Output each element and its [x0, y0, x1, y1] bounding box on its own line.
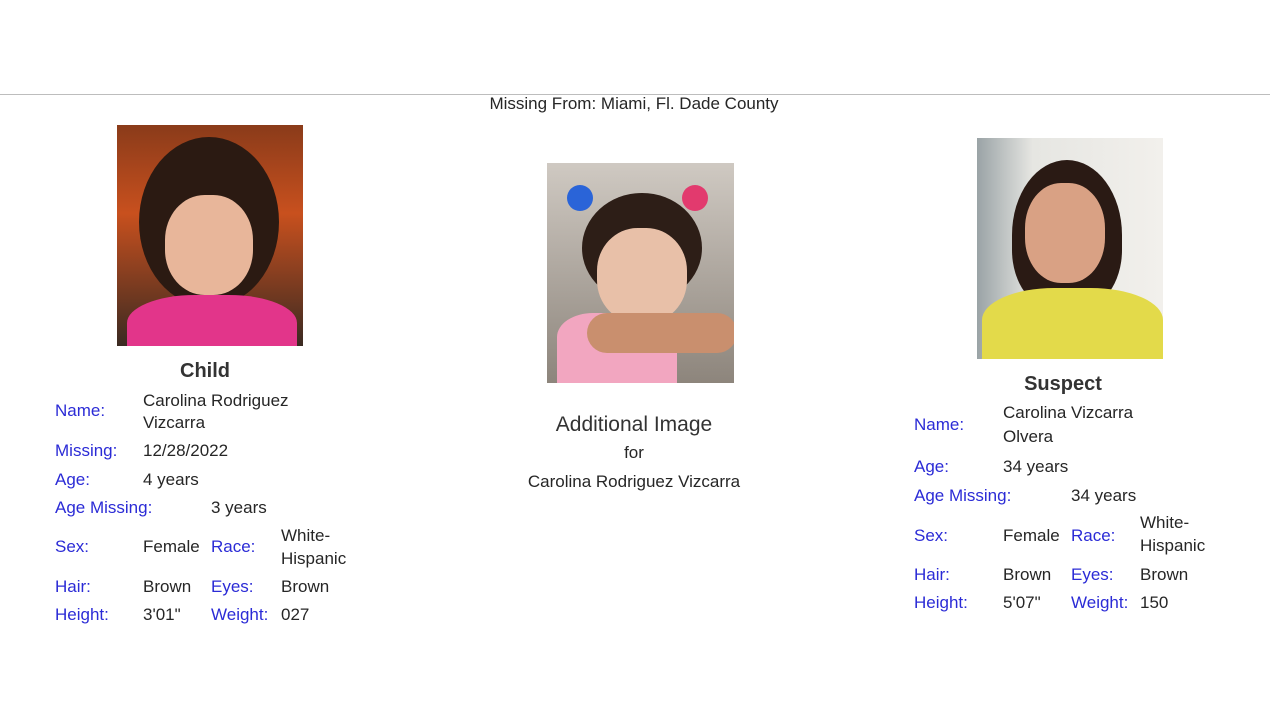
hair-value: Brown — [1003, 565, 1052, 584]
race-value-line2: Hispanic — [281, 549, 347, 568]
weight-label: Weight: — [211, 605, 269, 624]
age-label: Age: — [55, 470, 90, 489]
hair-value: Brown — [143, 577, 192, 596]
race-label: Race: — [211, 537, 256, 556]
sex-label: Sex: — [914, 526, 949, 545]
name-label: Name: — [55, 401, 106, 420]
age-value: 4 years — [143, 470, 199, 489]
race-label: Race: — [1071, 526, 1116, 545]
name-value: Carolina Rodriguez — [143, 391, 289, 410]
height-value: 5'07" — [1003, 593, 1041, 612]
age-missing-value: 34 years — [1071, 486, 1137, 505]
race-value: White- — [1140, 513, 1190, 532]
name-value: Carolina Vizcarra — [1003, 403, 1134, 422]
additional-image-heading: Additional Image — [555, 413, 713, 436]
weight-label: Weight: — [1071, 593, 1129, 612]
eyes-label: Eyes: — [1071, 565, 1114, 584]
race-value: White- — [281, 526, 331, 545]
eyes-value: Brown — [1140, 565, 1189, 584]
weight-value: 027 — [281, 605, 310, 624]
height-label: Height: — [55, 605, 109, 624]
eyes-label: Eyes: — [211, 577, 254, 596]
additional-for-text: for — [624, 443, 644, 462]
missing-value: 12/28/2022 — [143, 441, 229, 460]
weight-value: 150 — [1140, 593, 1169, 612]
race-value-line2: Hispanic — [1140, 536, 1206, 555]
suspect-heading: Suspect — [1024, 373, 1102, 395]
sex-value: Female — [143, 537, 200, 556]
missing-from-text: Missing From: Miami, Fl. Dade County — [489, 94, 779, 113]
suspect-photo — [977, 138, 1163, 359]
sex-value: Female — [1003, 526, 1060, 545]
hair-label: Hair: — [55, 577, 91, 596]
age-missing-label: Age Missing: — [55, 498, 153, 517]
missing-label: Missing: — [55, 441, 118, 460]
additional-photo — [547, 163, 734, 383]
sex-label: Sex: — [55, 537, 90, 556]
eyes-value: Brown — [281, 577, 330, 596]
child-heading: Child — [180, 360, 230, 382]
name-value-line2: Vizcarra — [143, 413, 206, 432]
name-value-line2: Olvera — [1003, 427, 1054, 446]
hair-label: Hair: — [914, 565, 950, 584]
height-value: 3'01" — [143, 605, 181, 624]
age-missing-label: Age Missing: — [914, 486, 1012, 505]
age-value: 34 years — [1003, 457, 1069, 476]
age-label: Age: — [914, 457, 949, 476]
age-missing-value: 3 years — [211, 498, 267, 517]
height-label: Height: — [914, 593, 968, 612]
child-photo — [117, 125, 303, 346]
additional-name-text: Carolina Rodriguez Vizcarra — [527, 472, 741, 491]
name-label: Name: — [914, 415, 965, 434]
